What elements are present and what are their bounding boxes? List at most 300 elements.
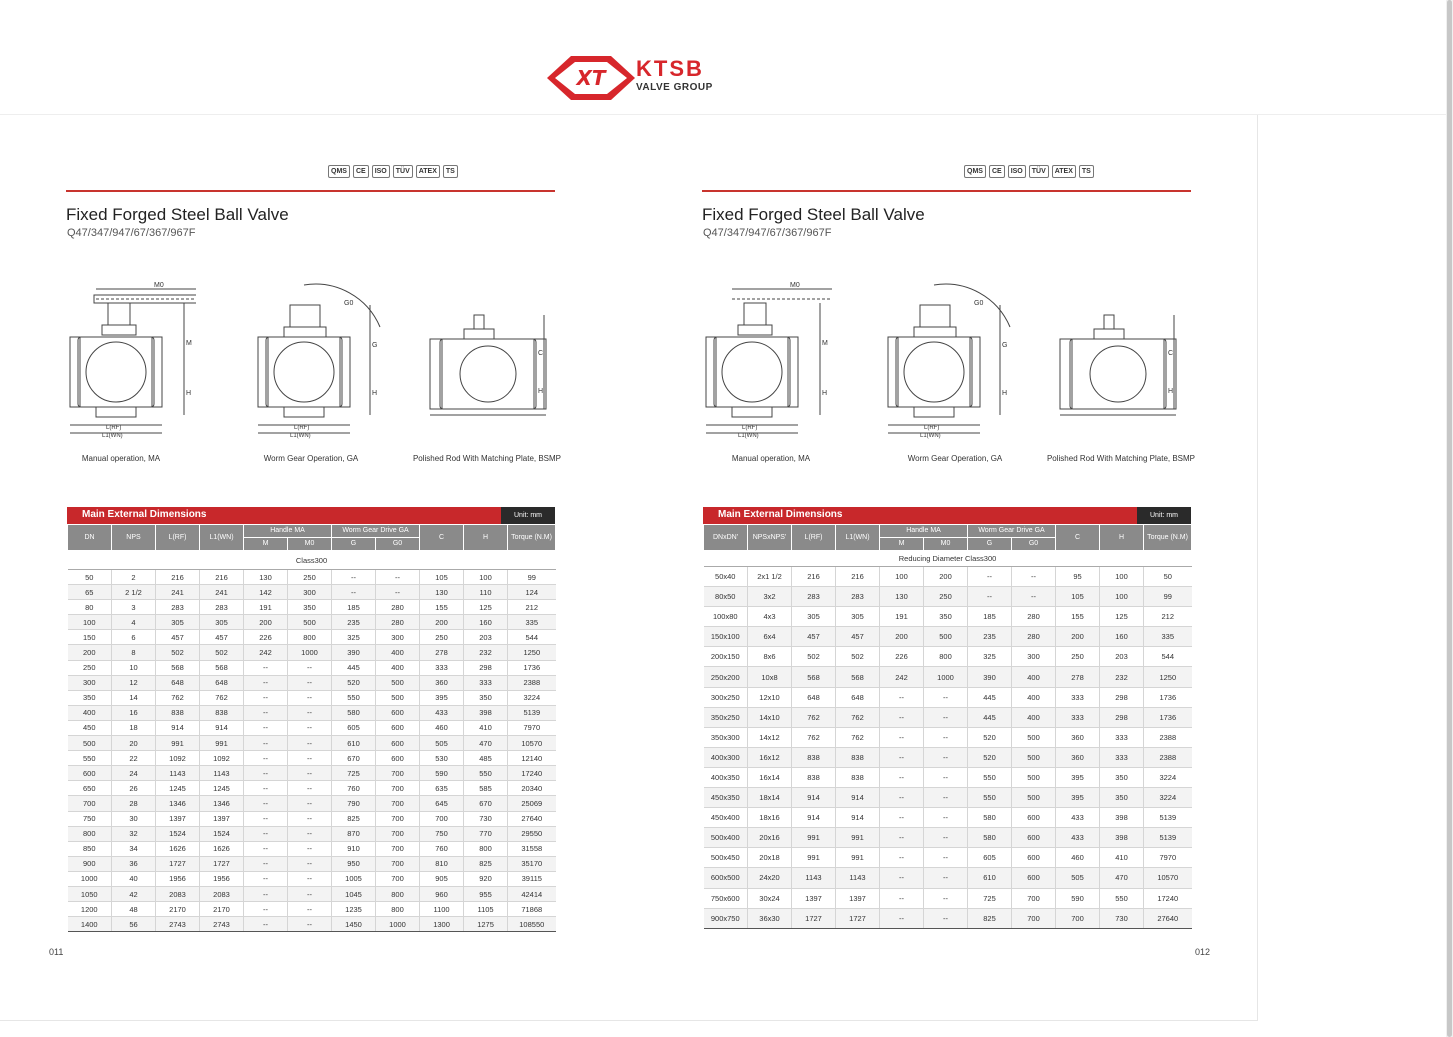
cert-tuv: TÜV	[393, 165, 413, 178]
table-cell: 2388	[508, 675, 556, 690]
table-cell: 203	[1100, 647, 1144, 667]
table-section-label: Class300	[68, 551, 556, 570]
table-cell: 212	[1144, 607, 1192, 627]
cert-ce: CE	[989, 165, 1005, 178]
table-cell: 360	[1056, 727, 1100, 747]
table-cell: --	[924, 908, 968, 928]
scrollbar-thumb[interactable]	[1447, 0, 1452, 1037]
table-cell: 700	[376, 826, 420, 841]
table-cell: 42414	[508, 886, 556, 901]
table-cell: 300	[288, 585, 332, 600]
table-cell: 457	[836, 627, 880, 647]
table-row	[704, 607, 1192, 627]
table-cell: 1736	[1144, 707, 1192, 727]
table-cell: 568	[792, 667, 836, 687]
table-cell: 108550	[508, 917, 556, 932]
table-cell: 700	[1012, 908, 1056, 928]
table-cell: 1000	[924, 667, 968, 687]
cert-ts: TS	[1079, 165, 1094, 178]
col-worm-gear: Worm Gear Drive GA	[332, 525, 420, 538]
table-cell: 360	[1056, 747, 1100, 767]
table-cell: 333	[1100, 727, 1144, 747]
svg-text:C: C	[1168, 350, 1174, 357]
col-handle-ma: Handle MA	[880, 525, 968, 538]
table-cell: 100	[880, 567, 924, 587]
table-cell: 991	[836, 848, 880, 868]
table-row	[68, 871, 556, 886]
table-cell: 730	[464, 811, 508, 826]
table-cell: 550	[968, 788, 1012, 808]
table-cell: 80x50	[704, 587, 748, 607]
table-cell: 3224	[1144, 767, 1192, 787]
table-cell: 1346	[156, 796, 200, 811]
table-cell: 155	[420, 600, 464, 615]
table-cell: 200	[68, 645, 112, 660]
table-cell: 150	[68, 630, 112, 645]
table-cell: 5139	[1144, 828, 1192, 848]
table-cell: 750	[68, 811, 112, 826]
table-cell: 50x40	[704, 567, 748, 587]
svg-text:M: M	[822, 340, 828, 347]
table-cell: 410	[1100, 848, 1144, 868]
table-cell: --	[288, 675, 332, 690]
table-cell: 810	[420, 856, 464, 871]
table-cell: 40	[112, 871, 156, 886]
table-cell: 450x350	[704, 788, 748, 808]
table-cell: 200x150	[704, 647, 748, 667]
svg-text:L1(WN): L1(WN)	[102, 433, 123, 439]
table-cell: --	[880, 788, 924, 808]
worm-gear-valve-drawing	[884, 275, 1014, 445]
table-cell: 2	[112, 570, 156, 585]
table-cell: 648	[836, 687, 880, 707]
svg-text:H: H	[186, 390, 192, 397]
table-cell: 283	[792, 587, 836, 607]
table-row	[68, 796, 556, 811]
table-row	[68, 675, 556, 690]
col-h: H	[464, 525, 508, 551]
caption-polished: Polished Rod With Matching Plate, BSMP	[412, 454, 562, 463]
table-row	[68, 690, 556, 705]
table-cell: 520	[968, 727, 1012, 747]
table-cell: 1000	[376, 917, 420, 932]
table-section-label: Reducing Diameter Class300	[704, 551, 1192, 567]
table-cell: 460	[420, 720, 464, 735]
table-cell: --	[244, 736, 288, 751]
table-cell: 130	[244, 570, 288, 585]
table-cell: 1727	[200, 856, 244, 871]
table-row	[68, 705, 556, 720]
table-cell: 36	[112, 856, 156, 871]
table-cell: 445	[968, 707, 1012, 727]
table-cell: --	[880, 767, 924, 787]
svg-text:G: G	[1002, 342, 1008, 349]
table-cell: 155	[1056, 607, 1100, 627]
table-cell: 580	[968, 828, 1012, 848]
table-cell: 670	[464, 796, 508, 811]
table-cell: 550	[68, 751, 112, 766]
table-cell: 20x18	[748, 848, 792, 868]
table-cell: 500x400	[704, 828, 748, 848]
table-cell: 390	[332, 645, 376, 660]
table-cell: 200	[420, 615, 464, 630]
table-cell: --	[244, 675, 288, 690]
table-cell: --	[332, 570, 376, 585]
table-cell: --	[924, 767, 968, 787]
table-cell: 125	[464, 600, 508, 615]
table-cell: 160	[1100, 627, 1144, 647]
table-cell: 10x8	[748, 667, 792, 687]
page-left	[0, 115, 630, 1021]
table-cell: 216	[156, 570, 200, 585]
table-cell: --	[244, 826, 288, 841]
table-cell: 20x16	[748, 828, 792, 848]
certification-marks	[328, 160, 558, 182]
table-cell: 4x3	[748, 607, 792, 627]
table-cell: 500x450	[704, 848, 748, 868]
table-cell: 226	[880, 647, 924, 667]
table-cell: 7970	[508, 720, 556, 735]
table-cell: --	[288, 811, 332, 826]
table-cell: 400	[68, 705, 112, 720]
cert-atex: ATEX	[416, 165, 440, 178]
table-cell: --	[244, 660, 288, 675]
col-c: C	[1056, 525, 1100, 551]
table-cell: 433	[1056, 828, 1100, 848]
page-right	[636, 115, 1266, 1021]
table-cell: 350	[1100, 788, 1144, 808]
table-cell: 95	[1056, 567, 1100, 587]
col-nps: NPSxNPS'	[748, 525, 792, 551]
table-cell: --	[968, 587, 1012, 607]
page-number: 011	[49, 947, 64, 957]
table-cell: --	[1012, 567, 1056, 587]
manual-valve-drawing	[702, 275, 832, 445]
table-row	[68, 585, 556, 600]
table-cell: 700	[376, 781, 420, 796]
table-cell: 1245	[200, 781, 244, 796]
table-cell: --	[288, 871, 332, 886]
table-cell: 1450	[332, 917, 376, 932]
table-row	[704, 687, 1192, 707]
table-cell: --	[924, 747, 968, 767]
table-cell: 5139	[1144, 808, 1192, 828]
unit-label: Unit: mm	[501, 507, 555, 524]
table-cell: 235	[968, 627, 1012, 647]
table-cell: 1397	[156, 811, 200, 826]
col-g: G	[332, 538, 376, 551]
table-cell: 32	[112, 826, 156, 841]
table-cell: 991	[156, 736, 200, 751]
table-cell: --	[288, 856, 332, 871]
table-cell: 500	[924, 627, 968, 647]
table-cell: 34	[112, 841, 156, 856]
table-cell: 920	[464, 871, 508, 886]
table-cell: 760	[332, 781, 376, 796]
table-cell: --	[924, 788, 968, 808]
manual-valve-drawing	[66, 275, 196, 445]
table-cell: 124	[508, 585, 556, 600]
table-cell: 150x100	[704, 627, 748, 647]
col-nps: NPS	[112, 525, 156, 551]
table-cell: 590	[1056, 888, 1100, 908]
table-row	[68, 917, 556, 932]
table-cell: 550	[968, 767, 1012, 787]
table-cell: 590	[420, 766, 464, 781]
cert-ce: CE	[353, 165, 369, 178]
table-cell: 825	[332, 811, 376, 826]
dimensions-table-header	[67, 507, 555, 524]
table-cell: --	[288, 902, 332, 917]
table-cell: 600x500	[704, 868, 748, 888]
table-cell: 48	[112, 902, 156, 917]
table-cell: 700	[376, 871, 420, 886]
table-cell: 800	[464, 841, 508, 856]
table-cell: 18x14	[748, 788, 792, 808]
table-cell: 605	[332, 720, 376, 735]
table-row	[68, 570, 556, 585]
table-cell: 400x300	[704, 747, 748, 767]
table-cell: 568	[836, 667, 880, 687]
table-cell: --	[244, 705, 288, 720]
table-cell: 991	[792, 828, 836, 848]
table-cell: 216	[200, 570, 244, 585]
table-cell: 1000	[288, 645, 332, 660]
table-cell: 850	[68, 841, 112, 856]
table-cell: 390	[968, 667, 1012, 687]
cert-atex: ATEX	[1052, 165, 1076, 178]
table-cell: 16x12	[748, 747, 792, 767]
table-cell: --	[244, 811, 288, 826]
table-cell: 770	[464, 826, 508, 841]
svg-text:L1(WN): L1(WN)	[920, 433, 941, 439]
table-cell: --	[880, 687, 924, 707]
cert-qms: QMS	[328, 165, 350, 178]
table-cell: 36x30	[748, 908, 792, 928]
table-cell: 14x10	[748, 707, 792, 727]
table-cell: --	[288, 720, 332, 735]
table-cell: 27640	[1144, 908, 1192, 928]
table-cell: 955	[464, 886, 508, 901]
table-cell: 3	[112, 600, 156, 615]
table-cell: 24x20	[748, 868, 792, 888]
table-cell: 1250	[1144, 667, 1192, 687]
page-title: Fixed Forged Steel Ball Valve	[702, 205, 925, 224]
table-cell: 1956	[200, 871, 244, 886]
table-cell: 298	[464, 660, 508, 675]
col-dn: DNxDN'	[704, 525, 748, 551]
table-row	[704, 727, 1192, 747]
caption-polished: Polished Rod With Matching Plate, BSMP	[1046, 454, 1196, 463]
table-cell: 2083	[200, 886, 244, 901]
table-cell: 650	[68, 781, 112, 796]
table-cell: 7970	[1144, 848, 1192, 868]
table-cell: 191	[244, 600, 288, 615]
table-cell: 600	[376, 705, 420, 720]
table-cell: 1727	[156, 856, 200, 871]
svg-text:H: H	[1002, 390, 1008, 397]
table-cell: 648	[792, 687, 836, 707]
table-cell: 433	[420, 705, 464, 720]
table-cell: --	[968, 567, 1012, 587]
table-cell: 900	[68, 856, 112, 871]
col-handle-ma: Handle MA	[244, 525, 332, 538]
table-row	[704, 888, 1192, 908]
svg-text:L(RF): L(RF)	[294, 425, 310, 431]
svg-text:G0: G0	[344, 300, 354, 307]
table-cell: 914	[836, 808, 880, 828]
table-cell: 762	[792, 707, 836, 727]
table-cell: 700	[420, 811, 464, 826]
svg-text:H: H	[372, 390, 378, 397]
table-cell: --	[924, 687, 968, 707]
table-cell: --	[244, 902, 288, 917]
col-l1wn: L1(WN)	[200, 525, 244, 551]
table-cell: 500	[1012, 767, 1056, 787]
table-cell: 760	[420, 841, 464, 856]
cert-iso: ISO	[372, 165, 390, 178]
table-cell: 520	[968, 747, 1012, 767]
table-cell: 500	[68, 736, 112, 751]
table-cell: 241	[200, 585, 244, 600]
table-cell: --	[244, 690, 288, 705]
cert-ts: TS	[443, 165, 458, 178]
table-cell: 790	[332, 796, 376, 811]
table-cell: --	[332, 585, 376, 600]
table-cell: --	[244, 856, 288, 871]
table-cell: 1626	[200, 841, 244, 856]
table-cell: 280	[1012, 627, 1056, 647]
table-row	[68, 660, 556, 675]
table-cell: 20340	[508, 781, 556, 796]
table-cell: --	[880, 848, 924, 868]
table-cell: 550	[1100, 888, 1144, 908]
table-row	[68, 615, 556, 630]
table-cell: 470	[464, 736, 508, 751]
table-cell: 142	[244, 585, 288, 600]
table-cell: 2743	[156, 917, 200, 932]
vertical-scrollbar[interactable]	[1446, 0, 1453, 1037]
table-cell: 991	[200, 736, 244, 751]
table-row	[704, 868, 1192, 888]
table-cell: 2388	[1144, 747, 1192, 767]
table-cell: 333	[1100, 747, 1144, 767]
table-cell: --	[880, 727, 924, 747]
table-cell: --	[880, 707, 924, 727]
table-cell: 27640	[508, 811, 556, 826]
table-cell: 445	[332, 660, 376, 675]
table-cell: --	[288, 751, 332, 766]
table-cell: 333	[1056, 687, 1100, 707]
table-cell: 1400	[68, 917, 112, 932]
table-cell: 600	[1012, 808, 1056, 828]
brand-wordmark	[636, 57, 713, 93]
table-cell: 762	[836, 727, 880, 747]
table-row	[68, 600, 556, 615]
page-number: 012	[1195, 947, 1211, 957]
table-cell: 610	[332, 736, 376, 751]
table-cell: 700	[376, 841, 420, 856]
table-cell: 400	[376, 660, 420, 675]
table-cell: 700	[1056, 908, 1100, 928]
table-cell: 17240	[1144, 888, 1192, 908]
table-cell: 42	[112, 886, 156, 901]
table-cell: 242	[244, 645, 288, 660]
table-cell: 242	[880, 667, 924, 687]
table-cell: 10570	[508, 736, 556, 751]
table-cell: --	[376, 570, 420, 585]
table-cell: 203	[464, 630, 508, 645]
table-cell: --	[288, 766, 332, 781]
table-cell: 838	[836, 767, 880, 787]
table-title: Main External Dimensions	[82, 509, 207, 520]
svg-text:M0: M0	[154, 282, 164, 289]
table-cell: 191	[880, 607, 924, 627]
table-cell: 1300	[420, 917, 464, 932]
table-cell: 395	[1056, 788, 1100, 808]
table-cell: 580	[332, 705, 376, 720]
table-cell: 30	[112, 811, 156, 826]
table-cell: 283	[836, 587, 880, 607]
table-cell: 12140	[508, 751, 556, 766]
table-cell: 457	[156, 630, 200, 645]
svg-text:H: H	[538, 388, 544, 395]
table-cell: 10570	[1144, 868, 1192, 888]
table-row	[68, 826, 556, 841]
table-row	[704, 848, 1192, 868]
table-cell: 280	[376, 600, 420, 615]
table-cell: --	[924, 707, 968, 727]
col-h: H	[1100, 525, 1144, 551]
table-title: Main External Dimensions	[718, 509, 843, 520]
svg-text:H: H	[822, 390, 828, 397]
table-cell: 1143	[836, 868, 880, 888]
table-cell: 500	[1012, 747, 1056, 767]
table-cell: --	[880, 908, 924, 928]
table-cell: 762	[836, 707, 880, 727]
table-cell: 29550	[508, 826, 556, 841]
table-cell: 1397	[792, 888, 836, 908]
table-cell: 3224	[508, 690, 556, 705]
table-cell: 333	[464, 675, 508, 690]
svg-text:G: G	[372, 342, 378, 349]
table-row	[704, 647, 1192, 667]
table-cell: 395	[1056, 767, 1100, 787]
col-dn: DN	[68, 525, 112, 551]
table-cell: 960	[420, 886, 464, 901]
table-cell: 1050	[68, 886, 112, 901]
table-cell: 670	[332, 751, 376, 766]
table-cell: 283	[200, 600, 244, 615]
table-cell: 100x80	[704, 607, 748, 627]
table-cell: 544	[1144, 647, 1192, 667]
table-cell: 457	[200, 630, 244, 645]
table-cell: 250	[288, 570, 332, 585]
table-row	[704, 567, 1192, 587]
col-m: M	[244, 538, 288, 551]
svg-text:L(RF): L(RF)	[924, 425, 940, 431]
table-cell: --	[880, 828, 924, 848]
table-cell: 395	[420, 690, 464, 705]
table-cell: 800	[376, 886, 420, 901]
table-cell: 14	[112, 690, 156, 705]
table-cell: 250	[68, 660, 112, 675]
table-cell: 8	[112, 645, 156, 660]
table-cell: 914	[836, 788, 880, 808]
table-cell: 250	[924, 587, 968, 607]
table-cell: 800	[68, 826, 112, 841]
table-cell: 232	[1100, 667, 1144, 687]
